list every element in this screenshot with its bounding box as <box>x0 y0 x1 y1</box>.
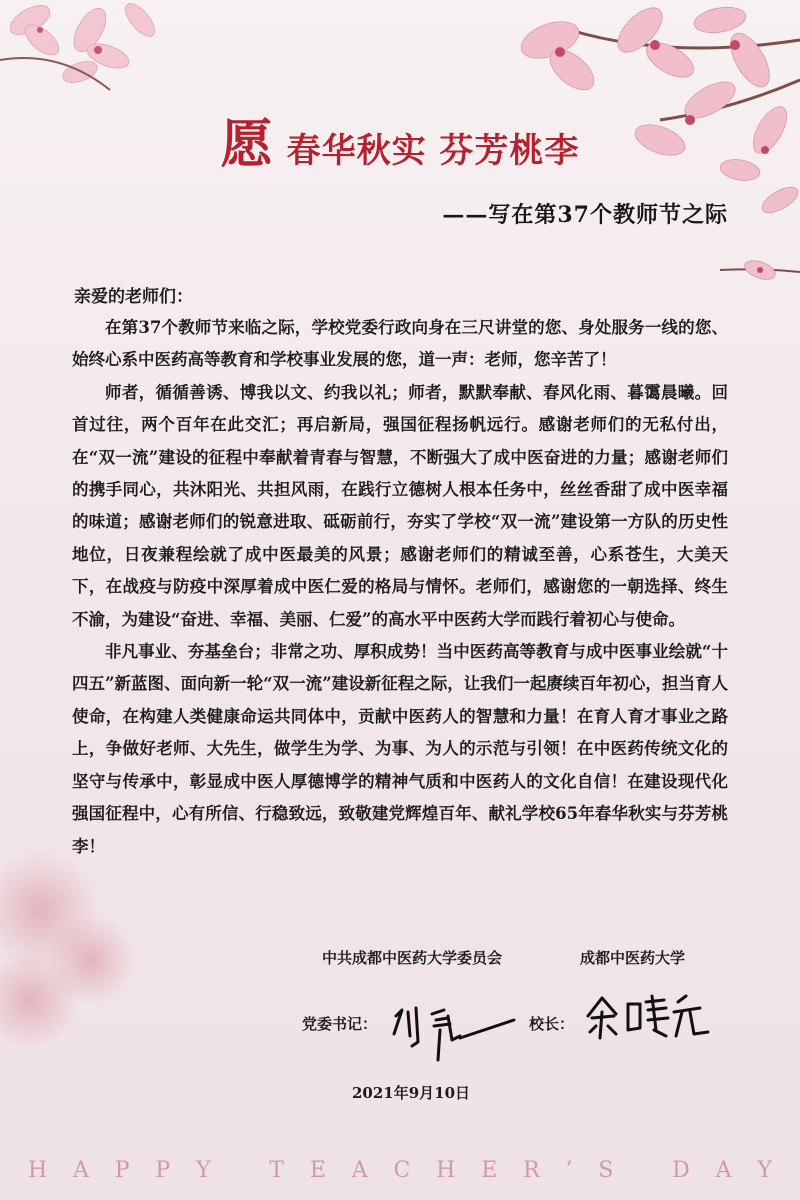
footer-letter <box>639 1158 646 1183</box>
footer-letter: P <box>114 1158 130 1183</box>
footer-letter: ’ <box>565 1158 573 1183</box>
footer-letter: Y <box>757 1158 772 1183</box>
footer-letter: H <box>28 1158 48 1183</box>
blossom-top-left-decoration <box>0 0 190 110</box>
greeting: 亲爱的老师们： <box>74 287 193 307</box>
footer-letter: T <box>269 1158 284 1183</box>
party-secretary-label: 党委书记： <box>302 1015 378 1033</box>
footer-letter: R <box>523 1158 540 1183</box>
letter-paragraph-3: 非凡事业、夯基垒台；非常之功、厚积成势！当中医药高等教育与成中医事业绘就“十四五”新蓝图、面向新一轮“双一流”建设新征程之际，让我们一起赓续百年初心，担当育人使命，在构建人类健康命运共同体中，贡献中医药人的智慧和力量！在育人育才事业之路上，争做好老师、大先生，做学生为学、为事、为人的示范与引领！在中医药传统文化的坚守与传承中，彰显成中医人厚德博学的精神气质和中医药人的文化自信！在建设现代化强国征程中，心有所信、行稳致远，致敬建党辉煌百年、献礼学校65年春华秋实与芬芳桃李！ <box>72 642 728 856</box>
letter-date: 2021年9月10日 <box>351 1084 471 1102</box>
footer-happy-teachers-day <box>28 1158 772 1183</box>
org-party-committee: 中共成都中医药大学委员会 <box>322 949 503 967</box>
footer-letter: E <box>309 1158 326 1183</box>
footer-letter: A <box>73 1158 89 1183</box>
footer-letter: D <box>672 1158 690 1183</box>
president-signature <box>582 990 722 1050</box>
footer-letter: E <box>481 1158 498 1183</box>
footer-letter <box>236 1158 243 1183</box>
footer-letter: A <box>715 1158 732 1183</box>
footer-letter: C <box>393 1158 411 1183</box>
president-label: 校长： <box>529 1015 575 1033</box>
footer-letter: Y <box>196 1158 211 1183</box>
letter-body <box>72 312 728 863</box>
footer-letter: P <box>155 1158 171 1183</box>
title-text: 春华秋实 芬芳桃李 <box>286 131 580 171</box>
party-secretary-signature <box>388 996 518 1066</box>
subtitle: ——写在第37个教师节之际 <box>442 202 728 228</box>
title-big-character: 愿 <box>220 114 273 175</box>
footer-letter: S <box>598 1158 614 1183</box>
letter-paragraph-2: 师者，循循善诱、博我以文、约我以礼；师者，默默奉献、春风化雨、暮霭晨曦。回首过往，两个百年在此交汇；再启新局，强国征程扬帆远行。感谢老师们的无私付出，在“双一流”建设的征程中奉献着青春与智慧，不断强大了成中医奋进的力量；感谢老师们的携手同心，共沐阳光、共担风雨，在践行立德树人根本任务中，丝丝香甜了成中医幸福的味道；感谢老师们的锐意进取、砥砺前行，夯实了学校“双一流”建设第一方队的历史性地位，日夜兼程绘就了成中医最美的风景；感谢老师们的精诚至善，心系苍生，大美天下，在战疫与防疫中深厚着成中医仁爱的格局与情怀。老师们，感谢您的一朝选择、终生不渝，为建设“奋进、幸福、美丽、仁爱”的高水平中医药大学而践行着初心与使命。 <box>72 382 728 629</box>
footer-letter: A <box>351 1158 368 1183</box>
footer-letter: H <box>436 1158 456 1183</box>
blossom-blur-decoration <box>0 850 160 1050</box>
letter-paragraph-1: 在第37个教师节来临之际，学校党委行政向身在三尺讲堂的您、身处服务一线的您、始终心系中医药高等教育和学校事业发展的您，道一声：老师，您辛苦了！ <box>72 318 728 370</box>
org-university: 成都中医药大学 <box>580 949 686 967</box>
page-title <box>0 102 800 174</box>
